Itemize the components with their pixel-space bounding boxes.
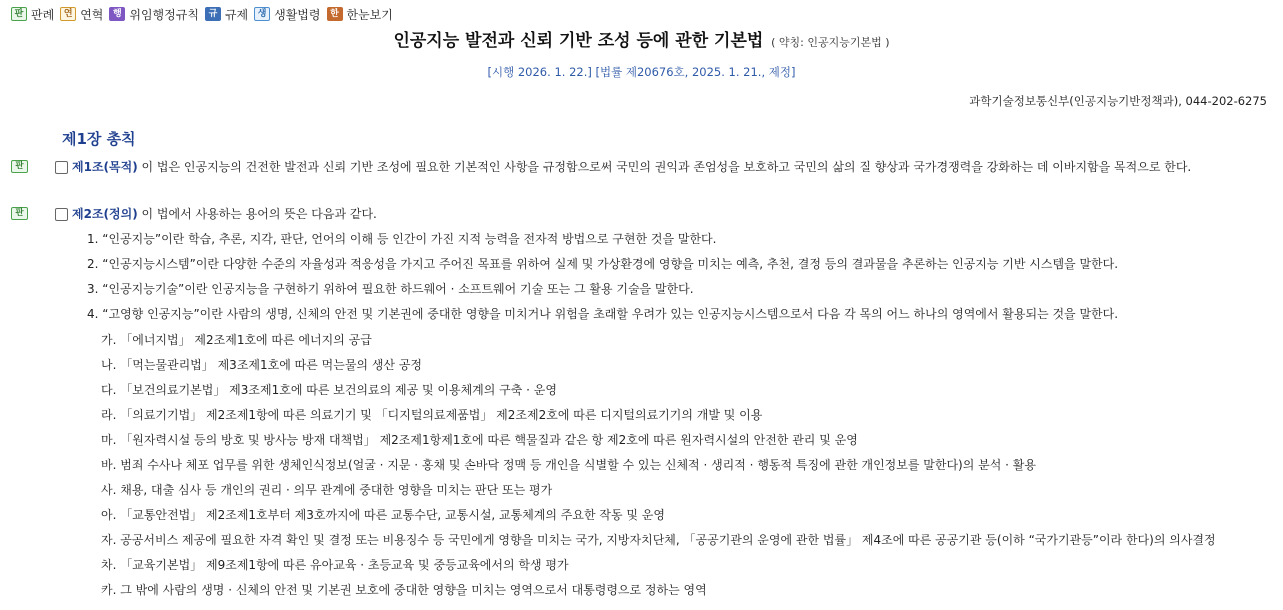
overview-label: 한눈보기 <box>346 7 393 22</box>
living-law-link[interactable] <box>254 6 320 23</box>
definition-item: 4. “고영향 인공지능”이란 사람의 생명, 신체의 안전 및 기본권에 중대한 영향을 미치거나 위험을 초래할 우려가 있는 인공지능시스템으로서 다음 각 목의 어느 하나의 영역에서 활용되는 것을 말한다. <box>87 307 1119 321</box>
subitem: 자. 공공서비스 제공에 필요한 자격 확인 및 결정 또는 비용징수 등 국민에게 영향을 미치는 국가, 지방자치단체, 「공공기관의 운영에 관한 법률」 제4조에 따른 공공기관 등(이하 “국가기관등”이라 한다)의 의사결정 <box>101 533 1216 547</box>
delegated-rules-label: 위임행정규칙 <box>129 7 199 22</box>
law-title-block <box>0 26 1283 51</box>
definition-item: 2. “인공지능시스템”이란 다양한 수준의 자율성과 적응성을 가지고 주어진 목표를 위하여 실제 및 가상환경에 영향을 미치는 예측, 추천, 결정 등의 결과물을 추론하는 인공지능 기반 시스템을 말한다. <box>87 257 1119 271</box>
overview-link[interactable] <box>327 6 393 23</box>
definition-item: 3. “인공지능기술”이란 인공지능을 구현하기 위하여 필요한 하드웨어 · 소프트웨어 기술 또는 그 활용 기술을 말한다. <box>87 282 694 296</box>
precedent-icon[interactable]: 판 <box>11 160 28 173</box>
delegated-rules-icon: 행 <box>109 7 125 21</box>
overview-icon: 한 <box>327 7 343 21</box>
subitem: 차. 「교육기본법」 제9조제1항에 따른 유아교육 · 초등교육 및 중등교육에서의 학생 평가 <box>101 558 569 572</box>
delegated-rules-link[interactable] <box>109 6 199 23</box>
article-1 <box>72 158 1191 175</box>
law-title: 인공지능 발전과 신뢰 기반 조성 등에 관한 기본법 <box>393 31 764 51</box>
chapter-title: 제1장 총칙 <box>62 130 136 148</box>
subitem: 사. 채용, 대출 심사 등 개인의 권리 · 의무 관계에 중대한 영향을 미치는 판단 또는 평가 <box>101 483 553 497</box>
subitem: 가. 「에너지법」 제2조제1호에 따른 에너지의 공급 <box>101 333 372 347</box>
precedent-label: 판례 <box>31 7 55 22</box>
regulation-label: 규제 <box>224 7 249 22</box>
subitem: 바. 범죄 수사나 체포 업무를 위한 생체인식정보(얼굴 · 지문 · 홍채 및 손바닥 정맥 등 개인을 식별할 수 있는 신체적 · 생리적 · 행동적 특징에 관한 개인정보를 말한다)의 분석 · 활용 <box>101 458 1036 472</box>
definition-item: 1. “인공지능”이란 학습, 추론, 지각, 판단, 언어의 이해 등 인간이 가진 지적 능력을 전자적 방법으로 구현한 것을 말한다. <box>87 232 717 246</box>
article-1-text: 이 법은 인공지능의 건전한 발전과 신뢰 기반 조성에 필요한 기본적인 사항을 규정함으로써 국민의 권익과 존엄성을 보호하고 국민의 삶의 질 향상과 국가경쟁력을 강화하는 데 이바지함을 목적으로 한다. <box>137 160 1192 174</box>
article-2-number[interactable]: 제2조(정의) <box>72 207 138 221</box>
living-law-label: 생활법령 <box>274 7 321 22</box>
article-checkbox[interactable] <box>55 208 68 221</box>
subitem: 다. 「보건의료기본법」 제3조제1호에 따른 보건의료의 제공 및 이용체계의 구축 · 운영 <box>101 383 557 397</box>
article-2 <box>72 205 377 222</box>
precedent-icon[interactable]: 판 <box>11 207 28 220</box>
article-2-text: 이 법에서 사용하는 용어의 뜻은 다음과 같다. <box>137 207 377 221</box>
history-link[interactable] <box>60 6 103 23</box>
subitem: 마. 「원자력시설 등의 방호 및 방사능 방재 대책법」 제2조제1항제1호에 따른 핵물질과 같은 항 제2호에 따른 원자력시설의 안전한 관리 및 운영 <box>101 433 858 447</box>
living-law-icon: 생 <box>254 7 270 21</box>
history-icon: 연 <box>60 7 76 21</box>
regulation-link[interactable] <box>205 6 248 23</box>
enactment-info[interactable]: [시행 2026. 1. 22.] [법률 제20676호, 2025. 1. 21., 제정] <box>487 65 796 79</box>
subitem: 나. 「먹는물관리법」 제3조제1호에 따른 먹는물의 생산 공정 <box>101 358 422 372</box>
subitem: 카. 그 밖에 사람의 생명 · 신체의 안전 및 기본권 보호에 중대한 영향을 미치는 영역으로서 대통령령으로 정하는 영역 <box>101 583 707 597</box>
history-label: 연혁 <box>80 7 104 22</box>
precedent-link[interactable] <box>11 6 54 23</box>
regulation-icon: 규 <box>205 7 221 21</box>
subitem: 아. 「교통안전법」 제2조제1호부터 제3호까지에 따른 교통수단, 교통시설, 교통체계의 주요한 작동 및 운영 <box>101 508 665 522</box>
department-contact: 과학기술정보통신부(인공지능기반정책과), 044-202-6275 <box>969 94 1267 108</box>
article-1-number[interactable]: 제1조(목적) <box>72 160 138 174</box>
law-abbreviation: ( 약칭: 인공지능기본법 ) <box>771 36 890 49</box>
precedent-icon: 판 <box>11 7 27 21</box>
toolbar <box>11 6 399 22</box>
article-checkbox[interactable] <box>55 161 68 174</box>
subitem: 라. 「의료기기법」 제2조제1항에 따른 의료기기 및 「디지털의료제품법」 제2조제2호에 따른 디지털의료기기의 개발 및 이용 <box>101 408 763 422</box>
